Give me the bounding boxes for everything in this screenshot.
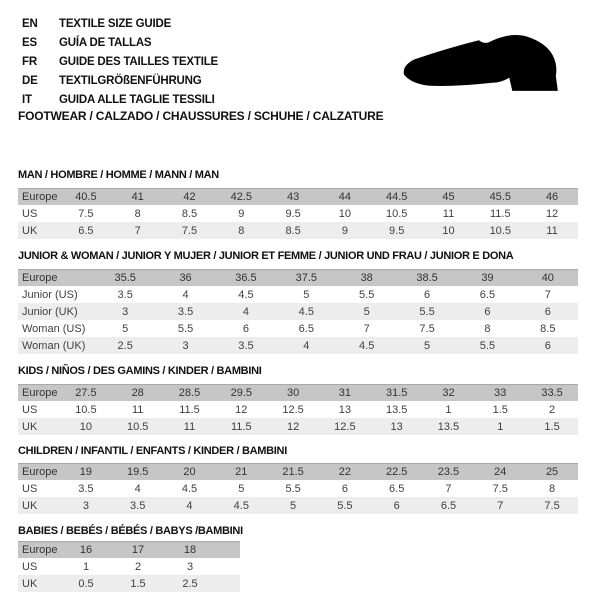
language-row-de xyxy=(22,71,218,90)
size-cell: 3 xyxy=(182,339,189,352)
category-title: FOOTWEAR / CALZADO / CHAUSSURES / SCHUHE / CALZATURE xyxy=(18,109,384,123)
size-cell: 10 xyxy=(442,224,455,237)
size-cell: 23.5 xyxy=(437,466,460,478)
size-cell: 10 xyxy=(338,207,351,220)
size-cell: 7 xyxy=(134,224,141,237)
size-table-junior-woman xyxy=(18,269,578,354)
language-label: TEXTILE SIZE GUIDE xyxy=(59,17,172,30)
size-cell: 7.5 xyxy=(492,482,508,495)
size-cell: 12.5 xyxy=(282,403,304,416)
size-cell: 25 xyxy=(545,466,559,478)
size-cell: 46 xyxy=(545,191,559,203)
row-label: Woman (US) xyxy=(22,322,86,335)
size-cell: 3 xyxy=(82,499,89,512)
row-label: Europe xyxy=(22,272,58,284)
row-label: Europe xyxy=(22,191,58,203)
language-code: ES xyxy=(22,36,37,49)
language-code: EN xyxy=(22,17,38,30)
size-cell: 5 xyxy=(290,499,297,512)
size-cell: 13.5 xyxy=(385,403,408,416)
size-cell: 5 xyxy=(363,305,370,318)
table-title-junior-woman: JUNIOR & WOMAN / JUNIOR Y MUJER / JUNIOR ET FEMME / JUNIOR UND FRAU / JUNIOR E DONA xyxy=(18,250,514,262)
size-cell: 1 xyxy=(445,403,452,416)
table-row xyxy=(18,401,578,418)
row-label: Europe xyxy=(22,466,58,478)
size-cell: 19.5 xyxy=(126,466,149,478)
table-row xyxy=(18,418,578,435)
size-cell: 12 xyxy=(286,420,300,433)
size-cell: 8 xyxy=(238,224,245,237)
table-header-row xyxy=(18,541,240,558)
size-cell: 5.5 xyxy=(285,482,301,495)
row-label: US xyxy=(22,560,38,573)
size-cell: 0.5 xyxy=(78,577,94,590)
size-cell: 5 xyxy=(424,339,431,352)
size-cell: 11.5 xyxy=(489,207,511,220)
language-label: GUÍA DE TALLAS xyxy=(59,36,152,49)
size-cell: 39 xyxy=(481,272,494,284)
row-label: Junior (UK) xyxy=(22,305,78,318)
size-cell: 8.5 xyxy=(181,207,198,220)
size-cell: 3.5 xyxy=(130,499,146,512)
size-cell: 6 xyxy=(484,305,491,318)
size-cell: 6.5 xyxy=(298,322,314,335)
size-cell: 11 xyxy=(546,224,558,237)
size-cell: 6 xyxy=(424,288,431,301)
size-cell: 10.5 xyxy=(385,207,408,220)
size-cell: 33.5 xyxy=(541,387,563,399)
size-cell: 41 xyxy=(131,191,144,203)
size-cell: 24 xyxy=(494,466,507,478)
size-cell: 1.5 xyxy=(544,420,560,433)
table-header-row xyxy=(18,384,578,401)
size-cell: 11.5 xyxy=(230,420,252,433)
table-title-kids: KIDS / NIÑOS / DES GAMINS / KINDER / BAMBINI xyxy=(18,365,262,377)
size-cell: 38 xyxy=(360,272,373,284)
row-label: Europe xyxy=(22,544,58,556)
size-cell: 10.5 xyxy=(126,420,149,433)
table-header-row xyxy=(18,188,578,205)
size-cell: 5.5 xyxy=(419,305,435,318)
size-cell: 10 xyxy=(79,420,93,433)
language-legend xyxy=(22,14,218,109)
size-cell: 6 xyxy=(544,339,551,352)
size-cell: 2.5 xyxy=(182,577,198,590)
size-cell: 6.5 xyxy=(479,288,496,301)
size-cell: 31.5 xyxy=(385,387,408,399)
row-label: US xyxy=(22,207,38,220)
table-row xyxy=(18,286,578,303)
size-cell: 32 xyxy=(442,387,455,399)
size-cell: 18 xyxy=(183,544,197,556)
table-row xyxy=(18,222,578,239)
language-label: GUIDA ALLE TAGLIE TESSILI xyxy=(59,93,215,106)
size-cell: 7 xyxy=(363,322,370,335)
size-cell: 13.5 xyxy=(437,420,460,433)
size-cell: 5.5 xyxy=(177,322,194,335)
row-label: US xyxy=(22,403,38,416)
size-cell: 4 xyxy=(242,305,249,318)
language-code: FR xyxy=(22,55,37,68)
size-cell: 42 xyxy=(183,191,196,203)
size-cell: 12.5 xyxy=(334,420,356,433)
size-cell: 4 xyxy=(134,482,141,495)
size-cell: 6 xyxy=(341,482,348,495)
size-cell: 2.5 xyxy=(117,339,133,352)
size-cell: 4.5 xyxy=(359,339,375,352)
size-table-kids xyxy=(18,384,578,435)
size-cell: 4.5 xyxy=(233,499,249,512)
language-code: DE xyxy=(22,74,38,87)
row-label: Europe xyxy=(22,387,58,399)
size-cell: 36.5 xyxy=(235,272,257,284)
size-table-children xyxy=(18,463,578,514)
table-title-children: CHILDREN / INFANTIL / ENFANTS / KINDER / BAMBINI xyxy=(18,445,287,457)
size-cell: 11 xyxy=(442,207,455,220)
size-cell: 13 xyxy=(338,403,351,416)
size-cell: 6 xyxy=(393,499,400,512)
size-cell: 5.5 xyxy=(359,288,375,301)
row-label: UK xyxy=(22,420,38,433)
table-header-row xyxy=(18,269,578,286)
row-label: UK xyxy=(22,224,38,237)
size-cell: 11.5 xyxy=(179,403,200,416)
language-row-es xyxy=(22,33,218,52)
size-cell: 22 xyxy=(338,466,351,478)
size-cell: 2 xyxy=(134,560,142,573)
size-cell: 3.5 xyxy=(78,482,94,495)
size-cell: 5.5 xyxy=(337,499,353,512)
size-cell: 33 xyxy=(494,387,507,399)
row-label: UK xyxy=(22,577,38,590)
table-header-row xyxy=(18,463,578,480)
size-cell: 17 xyxy=(131,544,145,556)
size-cell: 4.5 xyxy=(238,288,254,301)
size-cell: 7 xyxy=(445,482,452,495)
size-cell: 3 xyxy=(122,305,129,318)
size-cell: 30 xyxy=(286,387,300,399)
size-cell: 10.5 xyxy=(489,224,511,237)
size-cell: 40 xyxy=(541,272,554,284)
table-row xyxy=(18,303,578,320)
size-cell: 8.5 xyxy=(285,224,301,237)
size-cell: 9.5 xyxy=(389,224,405,237)
size-cell: 3.5 xyxy=(238,339,254,352)
table-row xyxy=(18,558,240,575)
size-cell: 7.5 xyxy=(419,322,435,335)
size-cell: 8 xyxy=(134,207,141,220)
size-cell: 8 xyxy=(549,482,556,495)
table-row xyxy=(18,575,240,592)
row-label: US xyxy=(22,482,38,495)
size-cell: 35.5 xyxy=(114,272,136,284)
size-cell: 40.5 xyxy=(75,191,97,203)
size-cell: 4 xyxy=(182,288,189,301)
size-cell: 16 xyxy=(79,544,93,556)
size-cell: 22.5 xyxy=(385,466,408,478)
size-cell: 45 xyxy=(442,191,455,203)
size-cell: 21.5 xyxy=(282,466,304,478)
size-cell: 28 xyxy=(131,387,144,399)
size-cell: 12 xyxy=(235,403,248,416)
language-code: IT xyxy=(22,93,32,106)
size-cell: 7.5 xyxy=(78,207,94,220)
size-cell: 4.5 xyxy=(181,482,198,495)
size-cell: 4 xyxy=(186,499,193,512)
size-cell: 12 xyxy=(545,207,559,220)
size-cell: 31 xyxy=(338,387,351,399)
size-cell: 7 xyxy=(497,499,504,512)
size-cell: 28.5 xyxy=(178,387,201,399)
size-cell: 3.5 xyxy=(177,305,194,318)
row-label: Woman (UK) xyxy=(22,339,86,352)
size-cell: 8 xyxy=(484,322,491,335)
size-cell: 38.5 xyxy=(416,272,438,284)
size-cell: 5 xyxy=(303,288,310,301)
language-row-it xyxy=(22,90,218,109)
size-cell: 6.5 xyxy=(440,499,457,512)
size-cell: 1.5 xyxy=(492,403,508,416)
size-cell: 4.5 xyxy=(298,305,314,318)
size-cell: 7 xyxy=(544,288,551,301)
row-label: Junior (US) xyxy=(22,288,78,301)
table-title-babies: BABIES / BEBÉS / BÉBÉS / BABYS /BAMBINI xyxy=(18,525,243,537)
size-cell: 6.5 xyxy=(389,482,405,495)
size-cell: 19 xyxy=(79,466,93,478)
size-cell: 10.5 xyxy=(75,403,97,416)
size-cell: 43 xyxy=(286,191,300,203)
size-cell: 9.5 xyxy=(285,207,301,220)
language-label: GUIDE DES TAILLES TEXTILE xyxy=(59,55,218,68)
size-cell: 36 xyxy=(179,272,192,284)
size-cell: 44 xyxy=(338,191,351,203)
size-cell: 42.5 xyxy=(230,191,252,203)
language-row-en xyxy=(22,14,218,33)
table-row xyxy=(18,480,578,497)
size-cell: 3 xyxy=(186,560,194,573)
table-row xyxy=(18,337,578,354)
size-cell: 1 xyxy=(82,560,90,573)
size-cell: 3.5 xyxy=(117,288,133,301)
table-row xyxy=(18,205,578,222)
size-cell: 37.5 xyxy=(295,272,318,284)
table-row xyxy=(18,497,578,514)
row-label: UK xyxy=(22,499,38,512)
size-cell: 1.5 xyxy=(130,577,146,590)
size-cell: 9 xyxy=(238,207,245,220)
size-cell: 1 xyxy=(497,420,504,433)
table-row xyxy=(18,320,578,337)
size-cell: 5 xyxy=(238,482,245,495)
size-cell: 20 xyxy=(183,466,196,478)
size-cell: 5.5 xyxy=(479,339,496,352)
size-cell: 45.5 xyxy=(489,191,511,203)
size-cell: 29.5 xyxy=(230,387,252,399)
size-cell: 44.5 xyxy=(385,191,408,203)
language-row-fr xyxy=(22,52,218,71)
size-cell: 21 xyxy=(235,466,248,478)
language-label: TEXTILGRÖßENFÜHRUNG xyxy=(59,74,202,87)
size-cell: 27.5 xyxy=(75,387,97,399)
size-cell: 6 xyxy=(544,305,551,318)
size-table-babies xyxy=(18,541,240,592)
size-cell: 6.5 xyxy=(78,224,94,237)
size-table-man xyxy=(18,188,578,239)
size-cell: 5 xyxy=(122,322,129,335)
size-cell: 13 xyxy=(390,420,403,433)
size-cell: 7.5 xyxy=(181,224,198,237)
table-title-man: MAN / HOMBRE / HOMME / MANN / MAN xyxy=(18,169,219,181)
size-cell: 4 xyxy=(303,339,310,352)
size-cell: 6 xyxy=(242,322,249,335)
size-cell: 9 xyxy=(341,224,348,237)
size-cell: 7.5 xyxy=(544,499,560,512)
size-cell: 11 xyxy=(183,420,196,433)
size-cell: 11 xyxy=(131,403,144,416)
size-cell: 2 xyxy=(549,403,556,416)
size-cell: 8.5 xyxy=(540,322,556,335)
dress-shoe-icon xyxy=(401,33,573,94)
